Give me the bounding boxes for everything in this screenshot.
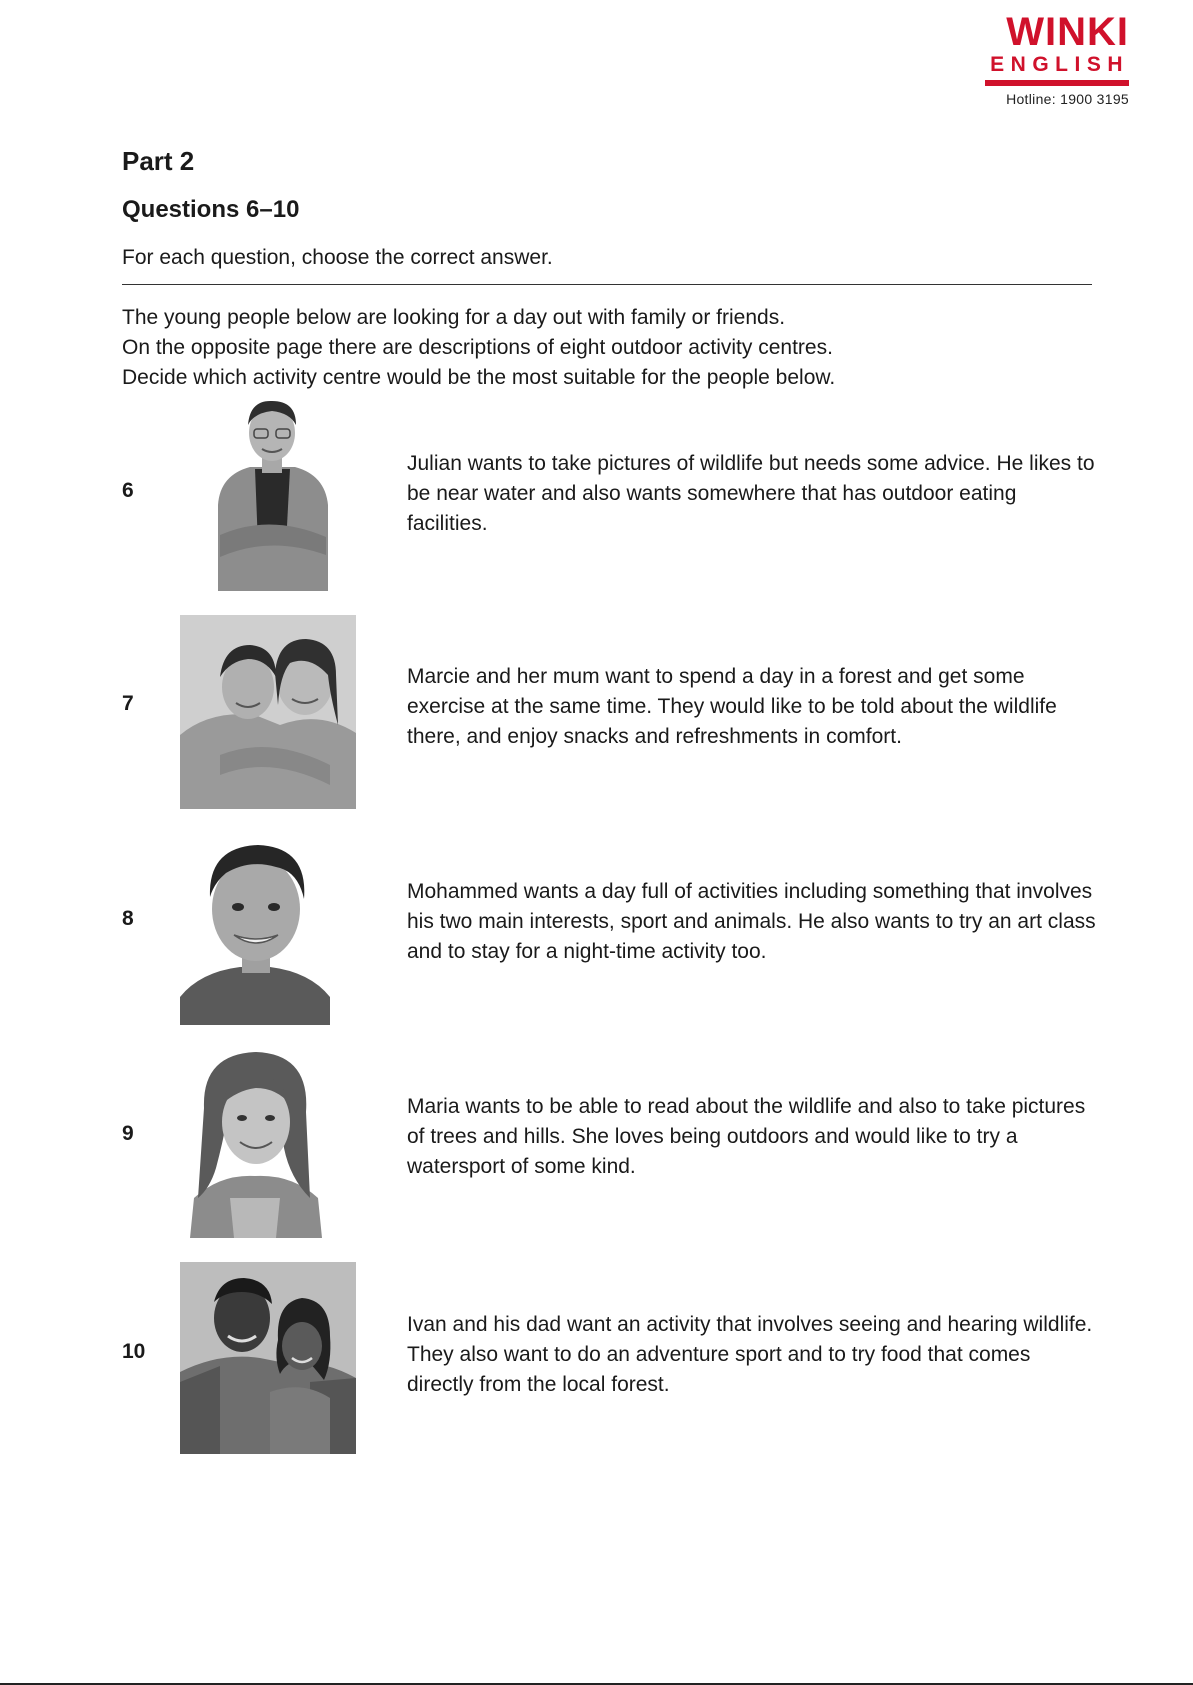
question-number: 10 (122, 1340, 146, 1363)
question-number: 8 (122, 907, 134, 930)
intro-line: On the opposite page there are descriptions of eight outdoor activity centres. (122, 336, 833, 359)
hotline-text: Hotline: 1900 3195 (1006, 91, 1129, 107)
question-text: Maria wants to be able to read about the wildlife and also to take pictures of trees and hills. She loves being outdoors and would like to try a watersport of some kind. (407, 1095, 1086, 1178)
brand-sub: ENGLISH (990, 53, 1129, 76)
question-text: Mohammed wants a day full of activities including something that involves his two main interests, sport and animals. He also wants to try an art class and to stay for a night-time activity too. (407, 880, 1096, 963)
brand-bar (985, 80, 1129, 86)
student-photo (180, 1048, 330, 1238)
student-photo (180, 837, 330, 1025)
questions-heading: Questions 6–10 (122, 196, 300, 223)
instruction-text: For each question, choose the correct answer. (122, 246, 553, 269)
question-number: 9 (122, 1122, 134, 1145)
family-photo (180, 615, 356, 809)
part-title: Part 2 (122, 146, 195, 176)
question-text: Ivan and his dad want an activity that involves seeing and hearing wildlife. They also want to do an adventure sport and to try food that comes directly from the local forest. (407, 1313, 1093, 1396)
intro-paragraph (122, 303, 835, 393)
brand-name: WINKI (1006, 10, 1129, 54)
brand-logo (985, 12, 1129, 107)
question-number: 7 (122, 692, 134, 715)
family-photo (180, 1262, 356, 1454)
intro-line: Decide which activity centre would be the most suitable for the people below. (122, 366, 836, 389)
question-text: Julian wants to take pictures of wildlife but needs some advice. He likes to be near water and also wants somewhere that has outdoor eating facilities. (407, 452, 1095, 535)
divider (122, 284, 1092, 285)
intro-line: The young people below are looking for a day out with family or friends. (122, 306, 786, 329)
question-text: Marcie and her mum want to spend a day in a forest and get some exercise at the same time. They would like to be told about the wildlife there, and enjoy snacks and refreshments in comfort. (407, 665, 1057, 748)
student-photo (210, 395, 335, 591)
question-number: 6 (122, 479, 134, 502)
